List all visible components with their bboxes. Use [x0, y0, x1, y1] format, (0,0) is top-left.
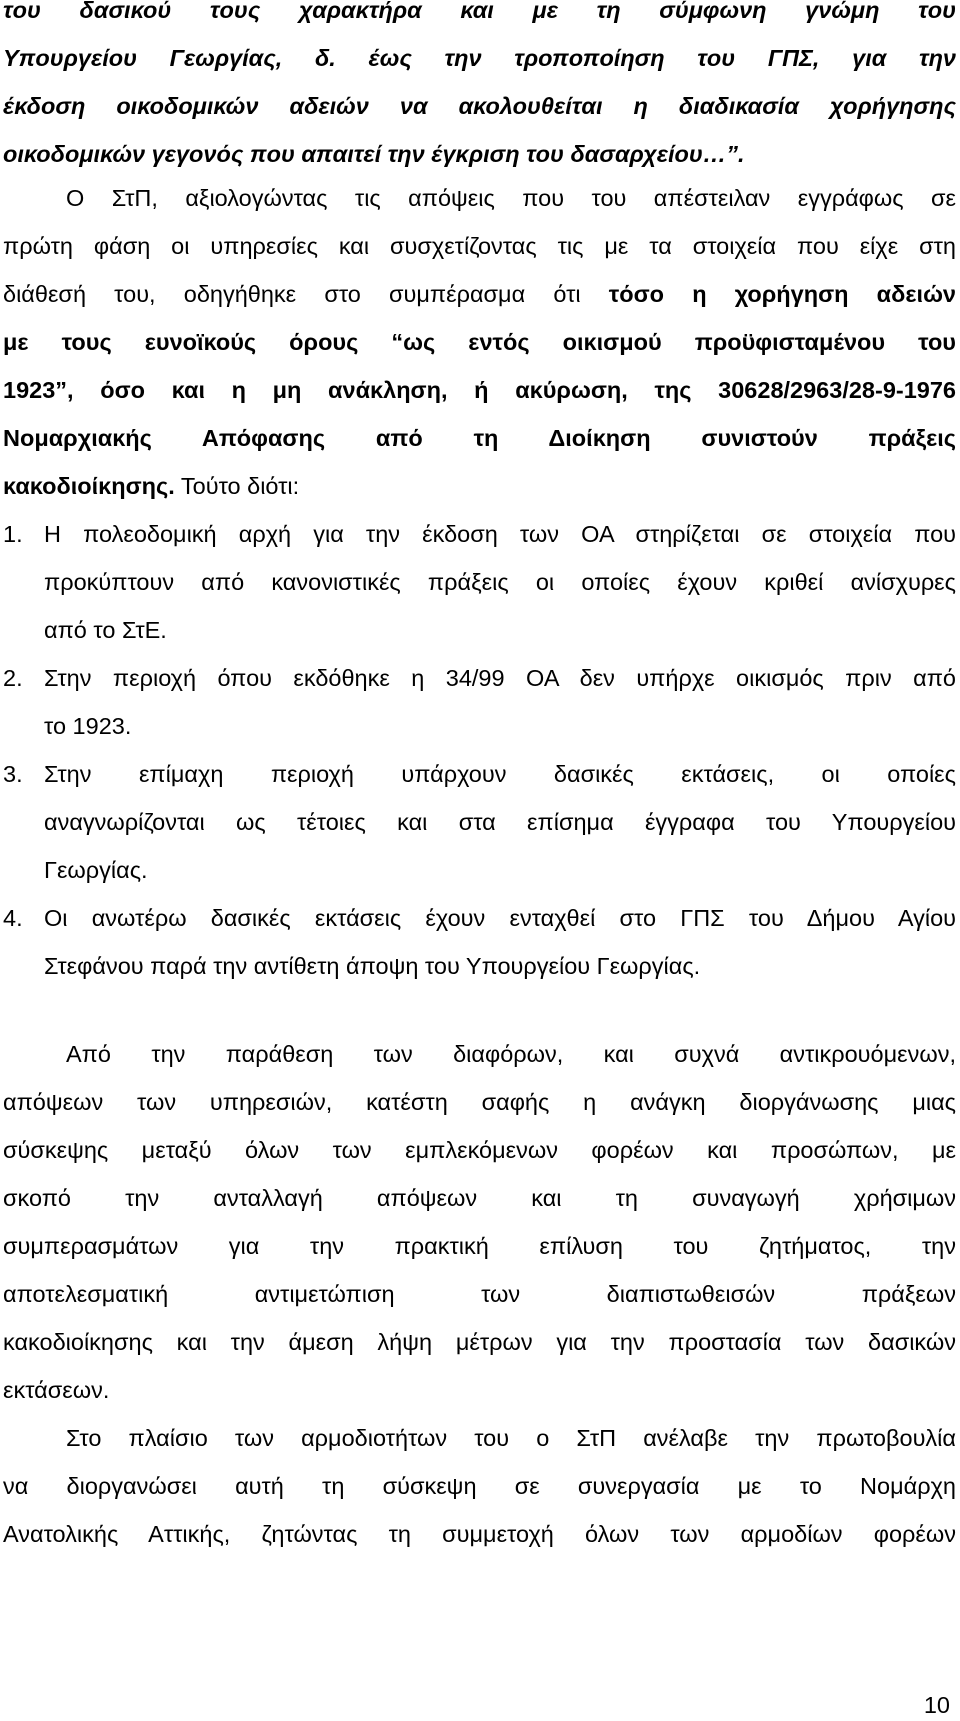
paragraph-line: να διοργανώσει αυτή τη σύσκεψη σε συνεργασία με το Νομάρχη — [3, 1473, 956, 1499]
list-item-line: Γεωργίας. — [44, 857, 148, 883]
list-item-line: Στην περιοχή όπου εκδόθηκε η 34/99 ΟΑ δεν υπήρχε οικισμός πριν από — [44, 665, 956, 691]
bold-text: τόσο η χορήγηση αδειών — [608, 281, 956, 307]
paragraph-line: σύσκεψης μεταξύ όλων των εμπλεκόμενων φορέων και προσώπων, με — [3, 1137, 956, 1163]
paragraph-line: Νομαρχιακής Απόφασης από τη Διοίκηση συνιστούν πράξεις — [3, 425, 956, 451]
paragraph-line: πρώτη φάση οι υπηρεσίες και συσχετίζοντας τις με τα στοιχεία που είχε στη — [3, 233, 956, 259]
paragraph-line: Από την παράθεση των διαφόρων, και συχνά αντικρουόμενων, — [66, 1041, 956, 1067]
quote-line: οικοδομικών γεγονός που απαιτεί την έγκριση του δασαρχείου…”. — [3, 141, 745, 167]
paragraph-line: εκτάσεων. — [3, 1377, 110, 1403]
list-number: 2. — [3, 665, 23, 691]
list-item-line: προκύπτουν από κανονιστικές πράξεις οι οποίες έχουν κριθεί ανίσχυρες — [44, 569, 956, 595]
list-item-line: Στεφάνου παρά την αντίθετη άποψη του Υπουργείου Γεωργίας. — [44, 953, 701, 979]
paragraph-line: Ο ΣτΠ, αξιολογώντας τις απόψεις που του απέστειλαν εγγράφως σε — [66, 185, 956, 211]
paragraph-line: Ανατολικής Αττικής, ζητώντας τη συμμετοχή όλων των αρμοδίων φορέων — [3, 1521, 956, 1547]
list-item-line: από το ΣτΕ. — [44, 617, 167, 643]
paragraph-line: συμπερασμάτων για την πρακτική επίλυση του ζητήματος, την — [3, 1233, 956, 1259]
list-item-line: Η πολεοδομική αρχή για την έκδοση των ΟΑ στηρίζεται σε στοιχεία που — [44, 521, 956, 547]
page-number: 10 — [923, 1692, 950, 1718]
list-item-line: αναγνωρίζονται ως τέτοιες και στα επίσημα έγγραφα του Υπουργείου — [44, 809, 956, 835]
paragraph-line: σκοπό την ανταλλαγή απόψεων και τη συναγωγή χρήσιμων — [3, 1185, 956, 1211]
paragraph-line: αποτελεσματική αντιμετώπιση των διαπιστωθεισών πράξεων — [3, 1281, 956, 1307]
list-item-line: Στην επίμαχη περιοχή υπάρχουν δασικές εκτάσεις, οι οποίες — [44, 761, 956, 787]
paragraph-text: διάθεσή του, οδηγήθηκε στο συμπέρασμα ότι — [3, 281, 609, 307]
list-number: 1. — [3, 521, 23, 547]
list-item-line: Οι ανωτέρω δασικές εκτάσεις έχουν ενταχθεί στο ΓΠΣ του Δήμου Αγίου — [44, 905, 956, 931]
paragraph-line: με τους ευνοϊκούς όρους “ως εντός οικισμού προϋφισταμένου του — [3, 329, 956, 355]
paragraph-line: Στο πλαίσιο των αρμοδιοτήτων του ο ΣτΠ ανέλαβε την πρωτοβουλία — [66, 1425, 956, 1451]
quote-line: έκδοση οικοδομικών αδειών να ακολουθείται η διαδικασία χορήγησης — [3, 93, 956, 119]
paragraph-line: 1923”, όσο και η μη ανάκληση, ή ακύρωση, της 30628/2963/28-9-1976 — [3, 377, 956, 403]
paragraph-line: κακοδιοίκησης και την άμεση λήψη μέτρων για την προστασία των δασικών — [3, 1329, 956, 1355]
paragraph-line — [3, 471, 956, 501]
list-number: 4. — [3, 905, 23, 931]
paragraph-text: Τούτο διότι: — [174, 473, 300, 499]
list-item-line: το 1923. — [44, 713, 132, 739]
quote-line: του δασικού τους χαρακτήρα και με τη σύμφωνη γνώμη του — [3, 0, 956, 23]
list-number: 3. — [3, 761, 23, 787]
paragraph-line: απόψεων των υπηρεσιών, κατέστη σαφής η ανάγκη διοργάνωσης μιας — [3, 1089, 956, 1115]
bold-text: κακοδιοίκησης. — [3, 473, 175, 499]
paragraph-line — [3, 279, 956, 309]
quote-line: Υπουργείου Γεωργίας, δ. έως την τροποποίηση του ΓΠΣ, για την — [3, 45, 956, 71]
